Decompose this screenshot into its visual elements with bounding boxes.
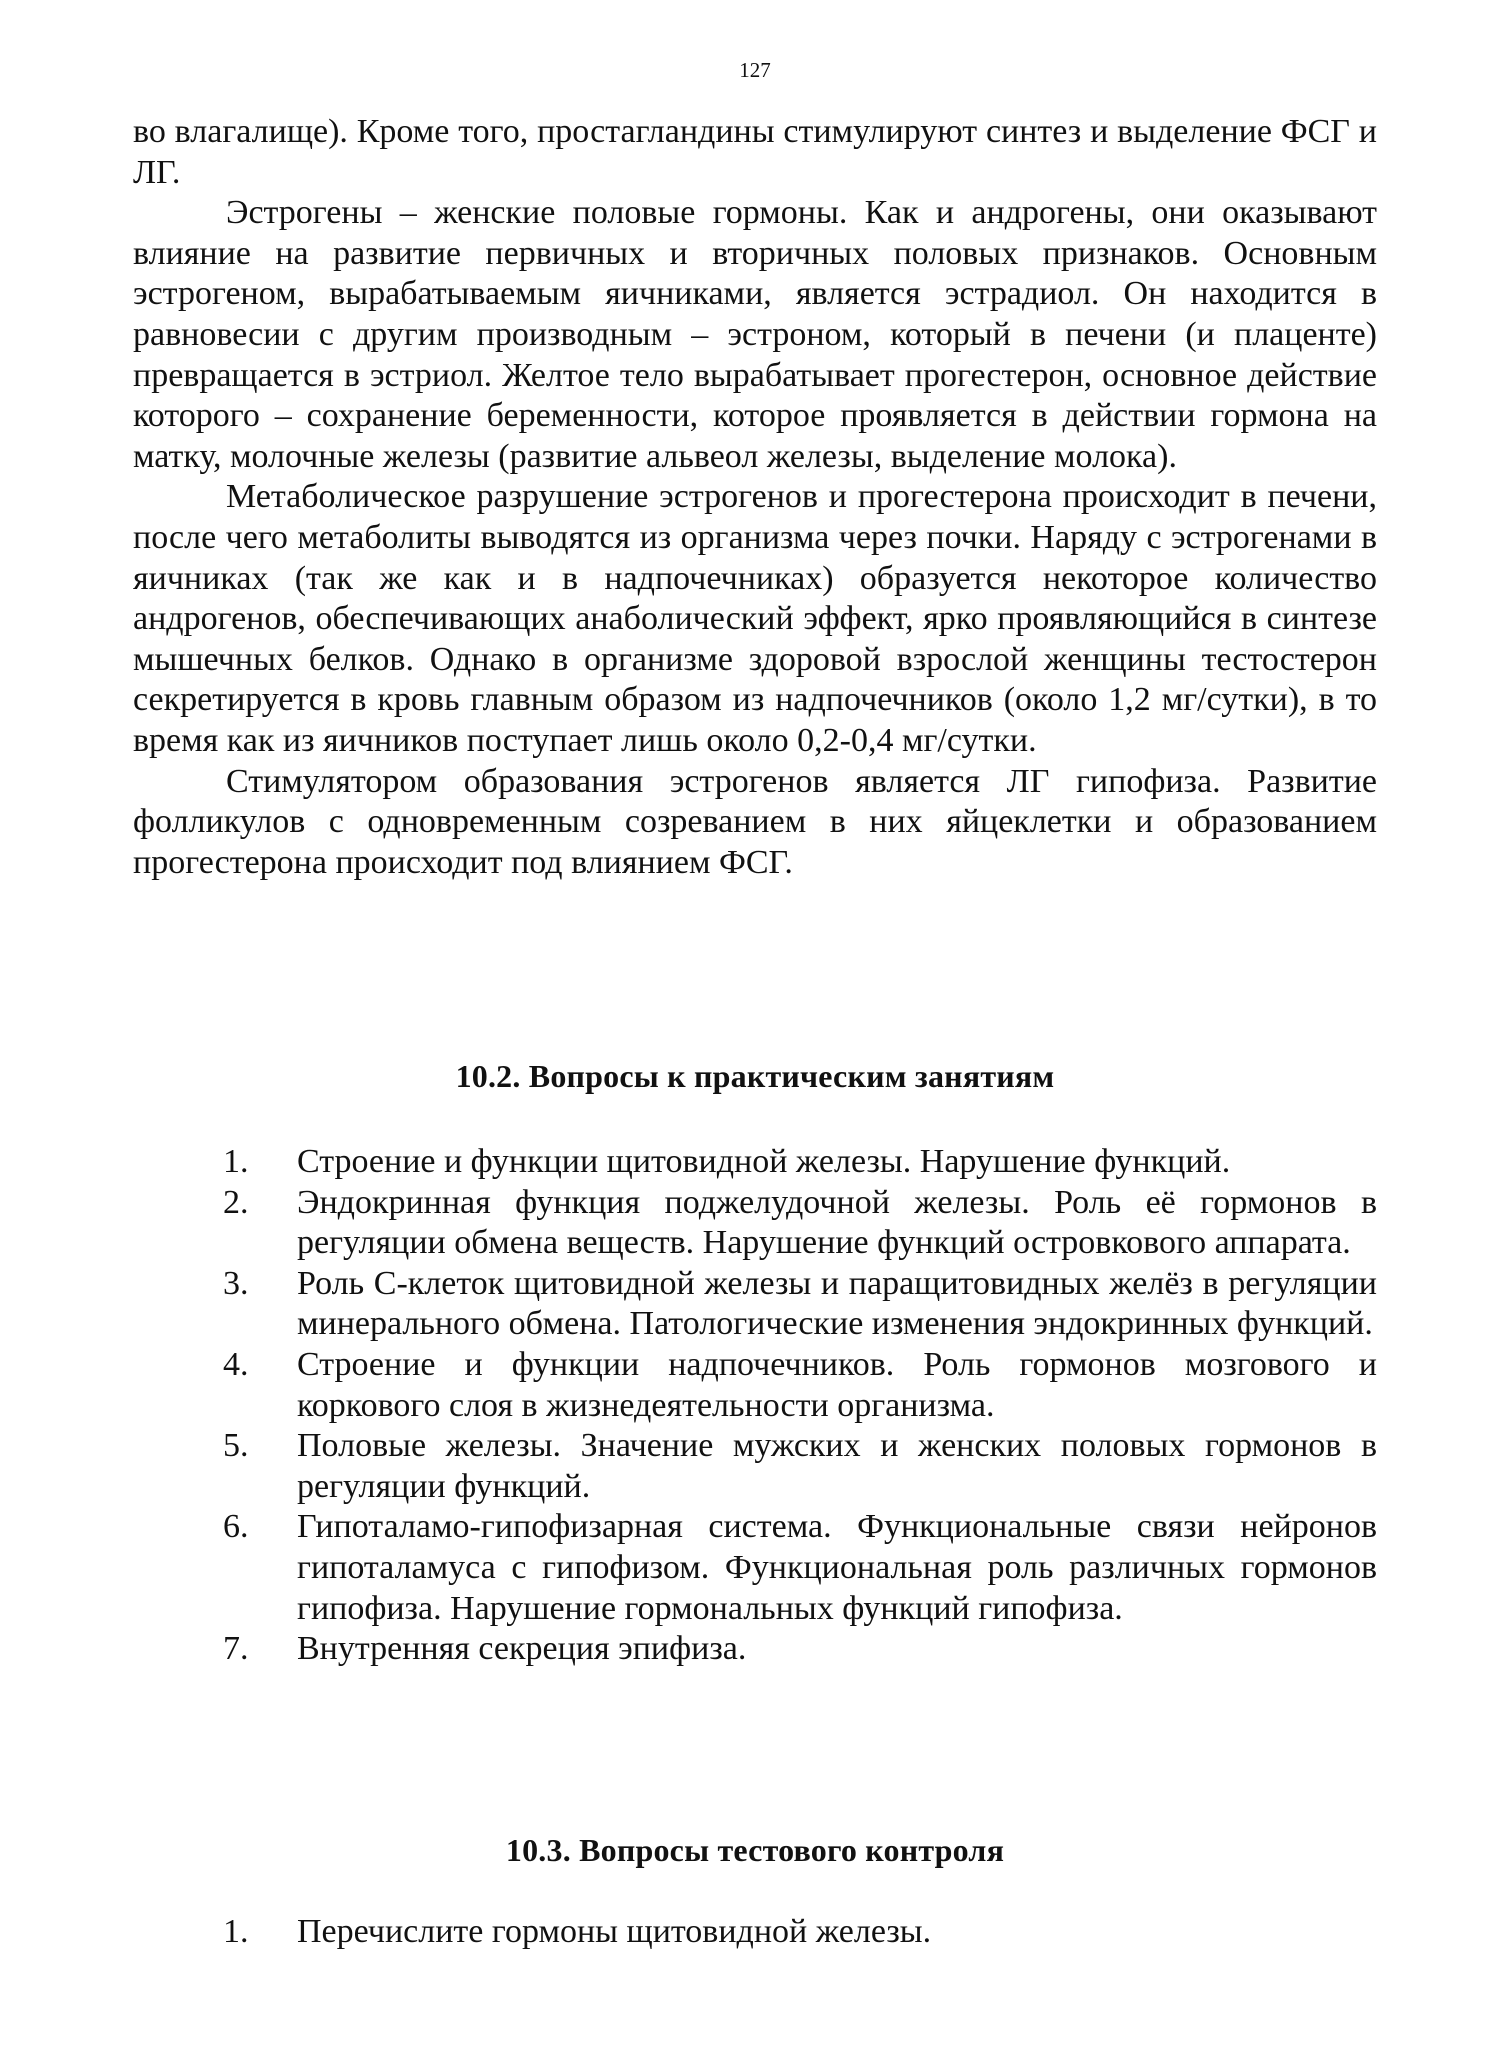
- paragraph: во влагалище). Кроме того, простагландины стимулируют синтез и выделение ФСГ и ЛГ.: [133, 113, 1377, 191]
- page-number: 127: [739, 58, 771, 82]
- list-item: [133, 1142, 1377, 1183]
- body-text: [133, 112, 1377, 883]
- item-number: 5.: [223, 1427, 249, 1465]
- section-heading-test: 10.3. Вопросы тестового контроля: [505, 1832, 1005, 1868]
- item-number: 4.: [223, 1345, 249, 1383]
- paragraph: Стимулятором образования эстрогенов является ЛГ гипофиза. Развитие фолликулов с одновременным созреванием в них яйцеклетки и образованием прогестерона происходит под влиянием ФСГ.: [133, 762, 1377, 881]
- list-item: [133, 1345, 1377, 1426]
- paragraph: Эстрогены – женские половые гормоны. Как и андрогены, они оказывают влияние на развитие первичных и вторичных половых признаков. Основным эстрогеном, вырабатываемым яичниками, является эстрадиол. Он находится в равновесии с другим производным – эстроном, который в печени (и плаценте) превращается в эстриол. Желтое тело вырабатывает прогестерон, основное действие которого – сохранение беременности, которое проявляется в действии гормона на матку, молочные железы (развитие альвеол железы, выделение молока).: [133, 194, 1377, 475]
- list-item: [133, 1264, 1377, 1345]
- item-number: 6.: [223, 1508, 249, 1546]
- item-number: 7.: [223, 1630, 249, 1668]
- test-questions-list: [133, 1912, 1377, 1953]
- item-number: 3.: [223, 1264, 249, 1302]
- paragraph: Метаболическое разрушение эстрогенов и прогестерона происходит в печени, после чего метаболиты выводятся из организма через почки. Наряду с эстрогенами в яичниках (так же как и в надпочечниках) образуется некоторое количество андрогенов, обеспечивающих анаболический эффект, ярко проявляющийся в синтезе мышечных белков. Однако в организме здоровой взрослой женщины тестостерон секретируется в кровь главным образом из надпочечников (около 1,2 мг/сутки), в то время как из яичников поступает лишь около 0,2-0,4 мг/сутки.: [133, 478, 1377, 759]
- item-text: Эндокринная функция поджелудочной железы. Роль её гормонов в регуляции обмена веществ. Нарушение функций островкового аппарата.: [297, 1183, 1377, 1262]
- item-text: Внутренняя секреция эпифиза.: [297, 1630, 747, 1668]
- item-number: 2.: [223, 1183, 249, 1221]
- list-item: [133, 1507, 1377, 1629]
- item-text: Половые железы. Значение мужских и женских половых гормонов в регуляции функций.: [297, 1427, 1377, 1505]
- item-text: Строение и функции щитовидной железы. Нарушение функций.: [297, 1143, 1231, 1180]
- list-item: [133, 1183, 1377, 1264]
- list-item: [133, 1426, 1377, 1507]
- list-item: [133, 1629, 1377, 1670]
- item-text: Перечислите гормоны щитовидной железы.: [297, 1913, 932, 1950]
- item-text: Роль С-клеток щитовидной железы и паращитовидных желёз в регуляции минерального обмена. Патологические изменения эндокринных функций.: [297, 1264, 1377, 1343]
- item-number: 1.: [223, 1143, 249, 1180]
- practical-questions-list: [133, 1142, 1377, 1670]
- item-number: 1.: [223, 1913, 249, 1950]
- list-item: [133, 1912, 1377, 1953]
- item-text: Гипоталамо-гипофизарная система. Функциональные связи нейронов гипоталамуса с гипофизом. Функциональная роль различных гормонов гипофиза. Нарушение гормональных функций гипофиза.: [297, 1508, 1377, 1627]
- item-text: Строение и функции надпочечников. Роль гормонов мозгового и коркового слоя в жизнедеятельности организма.: [297, 1345, 1377, 1424]
- section-heading-practical: 10.2. Вопросы к практическим занятиям: [455, 1058, 1055, 1094]
